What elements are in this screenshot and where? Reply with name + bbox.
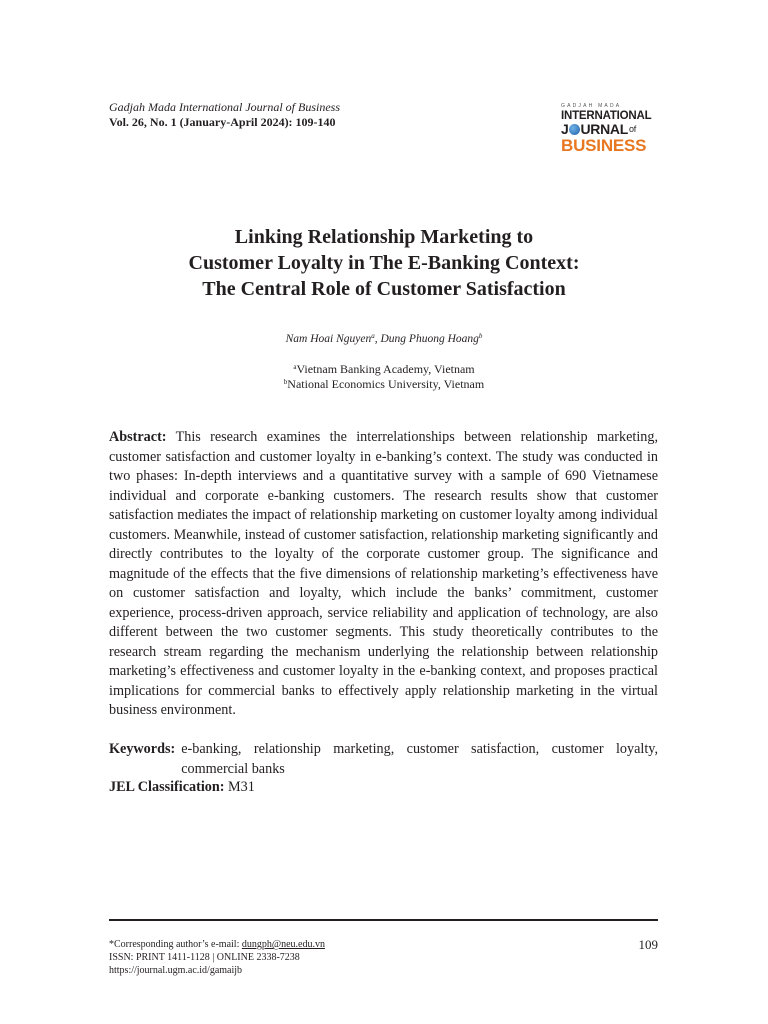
journal-url[interactable]: https://journal.ugm.ac.id/gamaijb <box>109 965 243 976</box>
journal-header <box>109 100 340 130</box>
affiliations <box>109 362 659 392</box>
title-line-1: Linking Relationship Marketing to <box>234 226 534 248</box>
jel-label: JEL Classification: <box>109 779 225 795</box>
abstract <box>109 428 658 721</box>
corresponding-author <box>109 938 325 951</box>
footer-divider <box>109 919 658 921</box>
author-affil-marker: b <box>478 332 483 340</box>
affiliation-a <box>109 362 659 377</box>
volume-info: Vol. 26, No. 1 (January-April 2024): 109-140 <box>109 115 336 129</box>
keywords <box>109 740 658 779</box>
title-line-2: Customer Loyalty in The E-Banking Context: <box>188 252 580 274</box>
abstract-text: This research examines the interrelationships between relationship marketing, customer satisfaction and customer loyalty in e-banking’s context. The study was conducted in two phases: In-depth interviews and a quantitative survey with a sample of 690 Vietnamese individual and corporate e-banking customers. The research results show that customer satisfaction mediates the impact of relationship marketing on customer loyalty among individual customers. Meanwhile, instead of customer satisfaction, relationship marketing significantly and directly contributes to the loyalty of the corporate customer group. The significance and magnitude of the effects that the five dimensions of relationship marketing’s effectiveness have on customer satisfaction and loyalty, which include the banks’ commitment, customer experience, process-driven approach, service reliability and application of technology, are also different between the two customer segments. This study theoretically contributes to the research stream regarding the mechanism underlying the relationship between relationship marketing’s effectiveness and customer loyalty in the e-banking context, and proposes practical implications for commercial banks to effectively apply relationship marketing in the virtual business environment. <box>109 429 658 718</box>
abstract-label: Abstract: <box>109 429 167 445</box>
paper-title <box>109 224 659 302</box>
journal-logo <box>561 103 661 154</box>
affil-text: Vietnam Banking Academy, Vietnam <box>296 362 475 376</box>
author-list <box>109 333 659 345</box>
page-number: 109 <box>638 937 658 952</box>
author-affil-marker: a <box>371 332 375 340</box>
affil-text: National Economics University, Vietnam <box>287 377 485 391</box>
title-line-3: The Central Role of Customer Satisfaction <box>202 278 566 300</box>
author-separator: , <box>374 333 381 345</box>
keywords-label: Keywords: <box>109 741 176 757</box>
jel-classification <box>109 778 255 798</box>
author-name: Nam Hoai Nguyen <box>285 333 372 345</box>
footnotes <box>109 938 325 977</box>
corresponding-label: *Corresponding author’s e-mail: <box>109 939 242 950</box>
journal-name: Gadjah Mada International Journal of Business <box>109 100 340 114</box>
jel-code: M31 <box>224 779 255 795</box>
logo-top-text: GADJAH MADA <box>561 103 622 109</box>
logo-journal-rest: URNAL <box>580 121 628 137</box>
logo-international: INTERNATIONAL <box>561 110 652 122</box>
affil-marker: b <box>283 378 288 386</box>
author-name: Dung Phuong Hoang <box>380 333 479 345</box>
keywords-text: e-banking, relationship marketing, customer satisfaction, customer loyalty, commercial banks <box>181 741 658 777</box>
issn: ISSN: PRINT 1411-1128 | ONLINE 2338-7238 <box>109 952 300 963</box>
logo-journal-j: J <box>561 121 569 137</box>
affiliation-b <box>109 377 659 392</box>
globe-icon <box>569 124 580 135</box>
logo-journal <box>561 122 661 137</box>
email-link[interactable]: dungph@neu.edu.vn <box>241 939 325 950</box>
logo-business: BUSINESS <box>561 136 647 155</box>
affil-marker: a <box>293 363 297 371</box>
logo-of: of <box>629 124 636 134</box>
